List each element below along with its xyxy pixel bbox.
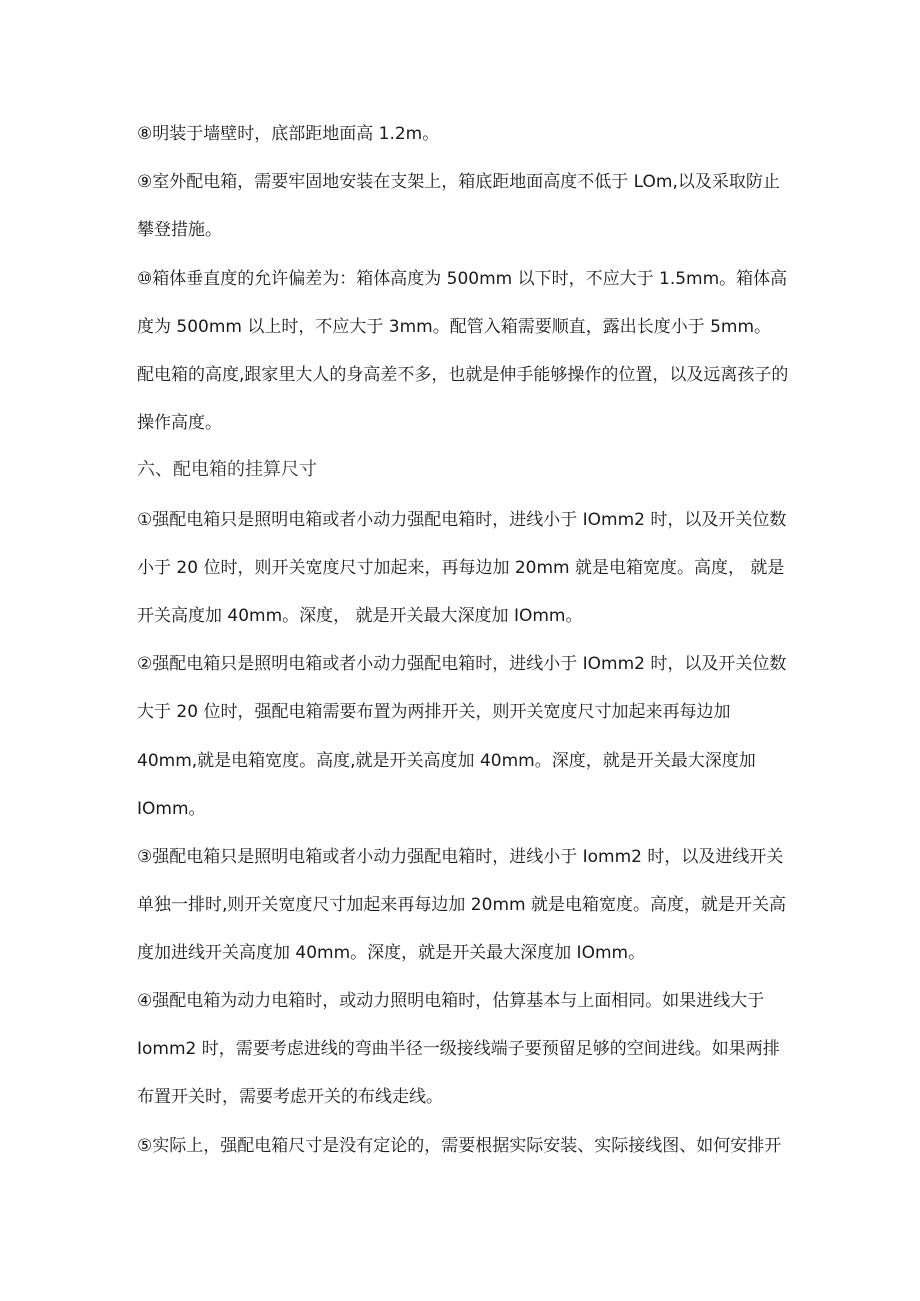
paragraph-line-box-height: 配电箱的高度,跟家里大人的身高差不多，也就是伸手能够操作的位置，以及远离孩子的 bbox=[137, 365, 789, 385]
paragraph-line-item2-cont: 大于 20 位时，强配电箱需要布置为两排开关，则开关宽度尺寸加起来再每边加 bbox=[137, 702, 731, 722]
paragraph-line-item3-end: 度加进线开关高度加 40mm。深度，就是开关最大深度加 IOmm。 bbox=[137, 943, 646, 963]
paragraph-line-item4: ④强配电箱为动力电箱时，或动力照明电箱时，估算基本与上面相同。如果进线大于 bbox=[137, 991, 765, 1011]
paragraph-line-item3: ③强配电箱只是照明电箱或者小动力强配电箱时，进线小于 Iomm2 时，以及进线开关 bbox=[137, 847, 784, 867]
paragraph-line-outdoor-box-cont: 攀登措施。 bbox=[137, 220, 222, 240]
paragraph-line-verticality-cont: 度为 500mm 以上时，不应大于 3mm。配管入箱需要顺直，露出长度小于 5mm。 bbox=[137, 317, 772, 337]
paragraph-line-item4-end: 布置开关时，需要考虑开关的布线走线。 bbox=[137, 1087, 443, 1107]
paragraph-line-surface-mount-height: ⑧明装于墙壁时，底部距地面高 1.2m。 bbox=[137, 124, 440, 144]
paragraph-line-item5: ⑤实际上，强配电箱尺寸是没有定论的，需要根据实际安装、实际接线图、如何安排开 bbox=[137, 1136, 782, 1156]
paragraph-line-item1: ①强配电箱只是照明电箱或者小动力强配电箱时，进线小于 IOmm2 时，以及开关位数 bbox=[137, 510, 787, 530]
paragraph-line-verticality: ⑩箱体垂直度的允许偏差为：箱体高度为 500mm 以下时，不应大于 1.5mm。箱体高 bbox=[137, 269, 788, 289]
paragraph-line-box-height-cont: 操作高度。 bbox=[137, 413, 222, 433]
paragraph-line-item3-cont: 单独一排时,则开关宽度尺寸加起来再每边加 20mm 就是电箱宽度。高度，就是开关高 bbox=[137, 895, 786, 915]
paragraph-line-item2-end: IOmm。 bbox=[137, 799, 206, 819]
paragraph-line-outdoor-box: ⑨室外配电箱，需要牢固地安装在支架上，箱底距地面高度不低于 LOm,以及采取防止 bbox=[137, 172, 780, 192]
paragraph-line-item1-end: 开关高度加 40mm。深度， 就是开关最大深度加 IOmm。 bbox=[137, 606, 583, 626]
paragraph-line-item2-cont2: 40mm,就是电箱宽度。高度,就是开关高度加 40mm。深度，就是开关最大深度加 bbox=[137, 751, 756, 771]
paragraph-line-item2: ②强配电箱只是照明电箱或者小动力强配电箱时，进线小于 IOmm2 时，以及开关位数 bbox=[137, 654, 787, 674]
paragraph-line-item1-cont: 小于 20 位时，则开关宽度尺寸加起来，再每边加 20mm 就是电箱宽度。高度， 就是 bbox=[137, 558, 785, 578]
section-heading: 六、配电箱的挂算尺寸 bbox=[137, 459, 317, 480]
paragraph-line-item4-cont: Iomm2 时，需要考虑进线的弯曲半径一级接线端子要预留足够的空间进线。如果两排 bbox=[137, 1039, 780, 1059]
